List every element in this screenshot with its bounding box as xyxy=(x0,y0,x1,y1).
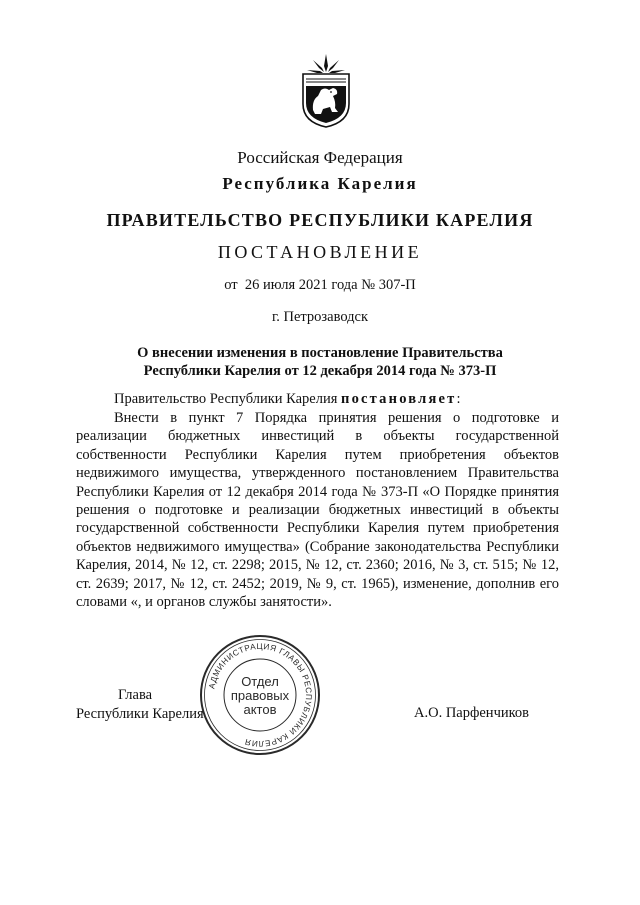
karelia-coat-of-arms-icon xyxy=(299,52,353,128)
signatory-title-line-2: Республики Карелия xyxy=(76,706,204,722)
stamp-center-line-2: правовых xyxy=(230,688,290,703)
subject-line-1: О внесении изменения в постановление Правительства xyxy=(137,345,503,361)
resolution-paragraph: Внести в пункт 7 Порядка принятия решения о подготовке и реализации бюджетных инвестиций в объекты государственной собственности Республики Карелия путем приобретения объектов недвижимого имущества, утвержденного постановлением Правительства Республики Карелия от 12 декабря 2014 года № 373-П «О Порядке принятия решения о подготовке и реализации бюджетных инвестиций в объекты государственной собственности Республики Карелия путем приобретения объектов недвижимого имущества» (Собрание законодательства Республики Карелия, 2014, № 12, ст. 2298; 2015, № 12, ст. 2360; 2016, № 3, ст. 515; № 12, ст. 2639; 2017, № 12, ст. 2452; 2019, № 9, ст. 1965), изменение, дополнив его словами «, и органов службы занятости». xyxy=(76,410,559,611)
government-title: ПРАВИТЕЛЬСТВО РЕСПУБЛИКИ КАРЕЛИЯ xyxy=(106,210,534,230)
subject-line-2: Республики Карелия от 12 декабря 2014 года № 373-П xyxy=(143,363,497,379)
document-type: ПОСТАНОВЛЕНИЕ xyxy=(217,242,423,262)
intro-prefix: Правительство Республики Карелия xyxy=(114,391,338,407)
resolution-intro xyxy=(76,390,559,408)
intro-verb: постановляет xyxy=(341,391,457,407)
signatory-title xyxy=(76,686,204,724)
stamp-center-line-3: актов xyxy=(243,702,277,717)
signatory-title-line-1: Глава xyxy=(118,687,153,703)
document-date-number: от 26 июля 2021 года № 307-П xyxy=(224,277,416,293)
country-name: Российская Федерация xyxy=(237,148,403,167)
signatory-name: А.О. Парфенчиков xyxy=(414,705,530,721)
document-city: г. Петрозаводск xyxy=(271,309,369,325)
republic-name: Республика Карелия xyxy=(222,174,418,193)
stamp-center-line-1: Отдел xyxy=(241,674,279,689)
official-stamp xyxy=(198,633,322,757)
intro-suffix: : xyxy=(456,391,461,407)
stamp-ring-text: АДМИНИСТРАЦИЯ ГЛАВЫ РЕСПУБЛИКИ КАРЕЛИЯ xyxy=(207,641,314,749)
